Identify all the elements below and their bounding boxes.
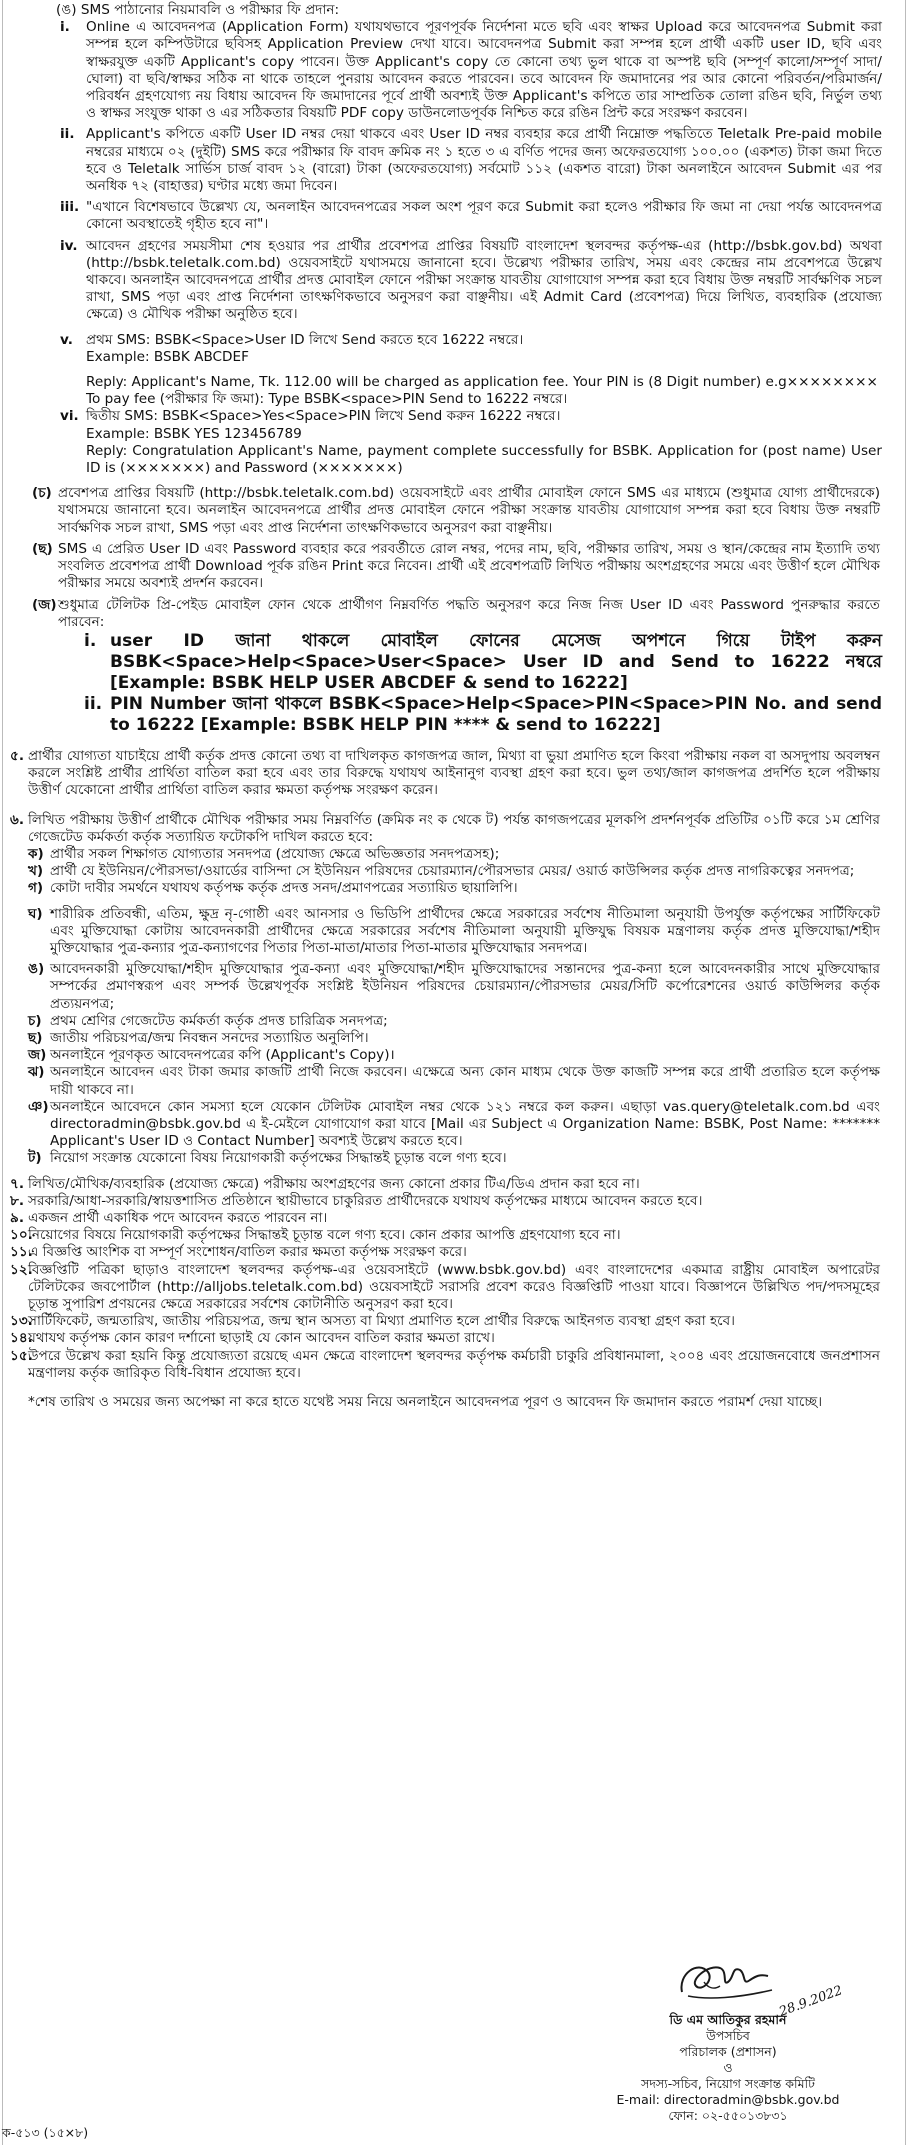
item-9-number: ৯. xyxy=(10,1209,24,1226)
recover-user-id xyxy=(0,631,908,694)
document-list-item-number: ঘ) xyxy=(28,905,43,922)
sms-item-ii-text: Applicant's কপিতে একটি User ID নম্বর দেয়া থাকবে এবং User ID নম্বর ব্যবহার করে প্রার্থী নিম্নোক্ত পদ্ধতিতে Teletalk Pre-paid mobile নম্বরের মাধ্যমে ০২ (দুইটি) SMS করে পরীক্ষার ফি বাবদ ক্রমিক নং ১ হতে ৩ এ বর্ণিত পদের জন্য অফেরতযোগ্য ১০০.০০ (একশত) টাকা জমা দিতে হবে ও Teletalk সার্ভিস চার্জ বাবদ ১২ (বারো) টাকা (অফেরতযোগ্য) সর্বমোট ১১২ (একশত বারো) টাকা অনলাইনে আবেদন Submit এর পর অনধিক ৭২ (বাহাত্তর) ঘণ্টার মধ্যে জমা দিবেন। xyxy=(86,126,882,195)
document-list-item xyxy=(28,906,880,958)
item-7 xyxy=(0,1176,908,1193)
document-list-item xyxy=(28,880,880,897)
document-list-item-text: অনলাইনে আবেদন এবং টাকা জমার কাজটি প্রার্থী নিজে করবেন। এক্ষেত্রে অন্য কোন মাধ্যম থেকে উক্ত কাজটি সম্পন্ন করে প্রার্থী প্রতারিত হলে কর্তৃপক্ষ দায়ী থাকবে না। xyxy=(50,1064,880,1098)
recover-pin-text: PIN Number জানা থাকলে BSBK<Space>Help<Space>PIN<Space>PIN No. and send to 16222 [Example: BSBK HELP PIN **** & send to 16222] xyxy=(110,693,882,735)
signatory-name: ডি এম আতিকুর রহমান xyxy=(669,2012,787,2027)
document-list-item-number: জ) xyxy=(28,1047,47,1064)
sms-item-ii xyxy=(0,126,908,195)
item-6-text: লিখিত পরীক্ষায় উত্তীর্ণ প্রার্থীকে মৌখিক পরীক্ষার সময় নিম্নবর্ণিত (ক্রমিক নং ক থেকে ট) পর্যন্ত কাগজপত্রের মূলকপি প্রদর্শনপূর্বক প্রতিটির ০১টি করে ১ম শ্রেণির গেজেটেড কর্মকর্তা কর্তৃক সত্যায়িত ফটোকপি দাখিল করতে হবে: xyxy=(28,811,880,845)
handwritten-signature xyxy=(668,1952,788,2010)
sms-item-iii-text: "এখানে বিশেষভাবে উল্লেখ্য যে, অনলাইন আবেদনপত্রের সকল অংশ পূরণ করে Submit করা হলেও পরীক্ষার ফি জমা না দেয়া পর্যন্ত আবেদনপত্র কোনো অবস্থাতেই গৃহীত হবে না"। xyxy=(86,199,882,233)
item-5 xyxy=(0,748,908,800)
document-list-item-text: জাতীয় পরিচয়পত্র/জন্ম নিবন্ধন সনদের সত্যায়িত অনুলিপি। xyxy=(50,1029,369,1046)
document-list-item xyxy=(28,846,880,863)
signatory-committee: সদস্য-সচিব, নিয়োগ সংক্রান্ত কমিটি xyxy=(641,2076,815,2091)
admit-card-download-text: SMS এ প্রেরিত User ID এবং Password ব্যবহার করে পরবর্তীতে রোল নম্বর, পদের নাম, ছবি, পরীক্ষার তারিখ, সময় ও স্থান/কেন্দ্রের নাম ইত্যাদি তথ্য সংবলিত প্রবেশপত্র প্রার্থী Download পূর্বক রঙিন Print করে নিবেন। প্রার্থী এই প্রবেশপত্রটি লিখিত পরীক্ষায় অংশগ্রহণের সময়ে এবং উত্তীর্ণ হলে মৌখিক পরীক্ষার সময়ে অবশ্যই প্রদর্শন করবেন। xyxy=(58,540,880,592)
item-12-number: ১২. xyxy=(10,1261,33,1278)
sms-pay-fee-instruction: To pay fee (পরীক্ষার ফি জমা): Type BSBK<space>PIN Send to 16222 নম্বরে। xyxy=(86,391,568,408)
sms-item-iii xyxy=(0,199,908,233)
sms-section xyxy=(0,0,908,19)
signatory-conjunction: ও xyxy=(723,2060,733,2075)
sms-item-iii-number: iii. xyxy=(60,199,80,216)
item-8 xyxy=(0,1193,908,1210)
item-10-number: ১০. xyxy=(10,1227,33,1244)
document-list-item xyxy=(28,961,880,1013)
item-12 xyxy=(0,1262,908,1314)
item-15-number: ১৫. xyxy=(10,1347,33,1364)
document-list-item-text: প্রথম শ্রেণির গেজেটেড কর্মকর্তা কর্তৃক প্রদত্ত চারিত্রিক সনদপত্র; xyxy=(50,1012,388,1029)
item-5-number: ৫. xyxy=(10,747,24,764)
sms-second-example: Example: BSBK YES 123456789 xyxy=(86,425,302,442)
signatory-email: E-mail: directoradmin@bsbk.gov.bd xyxy=(616,2092,840,2107)
document-list-item-text: আবেদনকারী মুক্তিযোদ্ধা/শহীদ মুক্তিযোদ্ধার পুত্র-কন্যা এবং মুক্তিযোদ্ধা/শহীদ মুক্তিযোদ্ধাদের সন্তানদের পুত্র-কন্যা হলে আবেদনকারীর সাথে মুক্তিযোদ্ধার সম্পর্কের প্রমাণস্বরূপ এবং সম্পর্ক উল্লেখপূর্বক সংশ্লিষ্ট ইউনিয়ন পরিষদের চেয়ারম্যান/পৌরসভার মেয়র/সিটি কর্পোরেশনের ওয়ার্ড কাউন্সিলর কর্তৃক প্রত্যয়নপত্র; xyxy=(50,961,880,1012)
item-11 xyxy=(0,1244,908,1261)
document-list-item xyxy=(28,1099,880,1151)
document-list-item xyxy=(28,1013,880,1030)
document-list-item-number: ঝ) xyxy=(28,1064,45,1081)
item-13-text: সার্টিফিকেট, জন্মতারিখ, জাতীয় পরিচয়পত্র, জন্ম স্থান অসত্য বা মিথ্যা প্রমাণিত হলে প্রার্থীর বিরুদ্ধে আইনগত ব্যবস্থা গ্রহণ করা হবে। xyxy=(28,1313,736,1330)
sms-item-i-number: i. xyxy=(60,19,70,36)
item-15-text: উপরে উল্লেখ করা হয়নি কিন্তু প্রযোজ্যতা রয়েছে এমন ক্ষেত্রে বাংলাদেশ স্থলবন্দর কর্তৃপক্ষ কর্মচারী চাকুরি প্রবিধানমালা, ২০০৪ এবং প্রয়োজনবোধে জনপ্রশাসন মন্ত্রণালয় কর্তৃক জারিকৃত বিধি-বিধান প্রযোজ্য হবে। xyxy=(28,1347,880,1381)
document-list-item-number: ট) xyxy=(28,1150,42,1167)
sms-item-v-number: v. xyxy=(60,331,73,348)
item-8-text: সরকারি/আধা-সরকারি/স্বায়ত্তশাসিত প্রতিষ্ঠানে স্থায়ীভাবে চাকুরিরত প্রার্থীদেরকে যথাযথ কর্তৃপক্ষের মাধ্যমে আবেদন করতে হবে। xyxy=(28,1192,703,1209)
document-list-item-number: ঙ) xyxy=(28,961,45,978)
item-7-number: ৭. xyxy=(10,1175,25,1192)
signatory-phone: ফোন: ০২-৫৫০১৩৮৩১ xyxy=(668,2108,788,2123)
sms-item-iv xyxy=(0,238,908,324)
deadline-advice-note: *শেষ তারিখ ও সময়ের জন্য অপেক্ষা না করে হাতে যথেষ্ট সময় নিয়ে অনলাইনে আবেদনপত্র পূরণ ও আবেদন ফি জমাদান করতে পরামর্শ দেয়া যাচ্ছে। xyxy=(28,1394,823,1411)
password-recovery-text: শুধুমাত্র টেলিটক প্রি-পেইড মোবাইল ফোন থেকে প্রার্থীগণ নিম্নবর্ণিত পদ্ধতি অনুসরণ করে নিজ নিজ User ID এবং Password পুনরুদ্ধার করতে পারবেন: xyxy=(58,596,880,630)
item-14-text: যথাযথ কর্তৃপক্ষ কোন কারণ দর্শানো ছাড়াই যে কোন আবেদন বাতিল করার ক্ষমতা রাখে। xyxy=(28,1330,495,1347)
signature-date: 28.9.2022 xyxy=(777,1983,845,2020)
item-6 xyxy=(0,812,908,846)
document-list-item-text: কোটা দাবীর সমর্থনে যথাযথ কর্তৃপক্ষ কর্তৃক প্রদত্ত সনদ/প্রমাণপত্রের সত্যায়িত ছায়ালিপি। xyxy=(50,880,518,897)
item-9 xyxy=(0,1210,908,1227)
admit-card-download xyxy=(0,541,908,593)
document-list-item-number: চ) xyxy=(28,1012,42,1029)
sms-section-heading: (ঙ) SMS পাঠানোর নিয়মাবলি ও পরীক্ষার ফি প্রদান: xyxy=(56,2,340,18)
item-8-number: ৮. xyxy=(10,1192,24,1209)
signatory-role: পরিচালক (প্রশাসন) xyxy=(679,2044,777,2059)
document-list-item-text: শারীরিক প্রতিবন্ধী, এতিম, ক্ষুদ্র নৃ-গোষ্ঠী এবং আনসার ও ভিডিপি প্রার্থীদের ক্ষেত্রে সরকারের সর্বশেষ নীতিমালা অনুযায়ী উপর্যুক্ত কর্তৃপক্ষের সার্টিফিকেট এবং মুক্তিযোদ্ধা কোটায় আবেদনকারী প্রার্থীদের ক্ষেত্রে সরকারের সর্বশেষ নীতিমালা অনুযায়ী মুক্তিযুদ্ধ বিষয়ক মন্ত্রণালয় কর্তৃক প্রদত্ত মুক্তিযোদ্ধা/শহীদ মুক্তিযোদ্ধার পুত্র-কন্যার পুত্র-কন্যাগণের পিতার পিতা-মাতা/মাতার পিতা-মাতার মুক্তিযোদ্ধার সনদপত্র। xyxy=(50,905,880,956)
item-10 xyxy=(0,1227,908,1244)
recover-user-id-text: user ID জানা থাকলে মোবাইল ফোনের মেসেজ অপশনে গিয়ে টাইপ করুন BSBK<Space>Help<Space>User<Space> User ID and Send to 16222 নম্বরে [Example: BSBK HELP USER ABCDEF & send to 16222] xyxy=(110,630,882,693)
item-11-text: এ বিজ্ঞপ্তি আংশিক বা সম্পূর্ণ সংশোধন/বাতিল করার ক্ষমতা কর্তৃপক্ষ সংরক্ষণ করে। xyxy=(28,1244,467,1261)
document-list-item-number: ঞ) xyxy=(28,1098,49,1115)
item-14 xyxy=(0,1330,908,1347)
item-13-number: ১৩. xyxy=(10,1313,33,1330)
sms-item-ii-number: ii. xyxy=(60,126,75,143)
sms-item-v xyxy=(0,332,908,409)
sms-item-iv-text: আবেদন গ্রহণের সময়সীমা শেষ হওয়ার পর প্রার্থীর প্রবেশপত্র প্রাপ্তির বিষয়টি বাংলাদেশ স্থলবন্দর কর্তৃপক্ষ-এর (http://bsbk.gov.bd) অথবা (http://bsbk.teletalk.com.bd) ওয়েবসাইটে যথাসময়ে জানানো হবে। উল্লেখ্য পরীক্ষার তারিখ, সময় এবং কেন্দ্রের নাম প্রবেশপত্রে উল্লেখ থাকবে। অনলাইন আবেদনপত্রে প্রার্থীর প্রদত্ত মোবাইল ফোনে পরীক্ষা সংক্রান্ত যাবতীয় যোগাযোগ সম্পন্ন করা হবে বিধায় উক্ত নম্বরটি সার্বক্ষণিক সচল রাখা, SMS পড়া এবং প্রাপ্ত নির্দেশনা তাৎক্ষণিকভাবে অনুসরণ করা বাঞ্ছনীয়। এই Admit Card (প্রবেশপত্র) দিয়ে লিখিত, ব্যবহারিক (প্রযোজ্য ক্ষেত্রে) ও মৌখিক পরীক্ষা অনুষ্ঠিত হবে। xyxy=(86,237,882,323)
document-list-item-number: গ) xyxy=(28,880,44,897)
sms-item-i-text: Online এ আবেদনপত্র (Application Form) যথাযথভাবে পূরণপূর্বক নির্দেশনা মতে ছবি এবং স্বাক্ষর Upload করে আবেদনপত্র Submit করা সম্পন্ন হলে কম্পিউটারে ছবিসহ Application Preview দেখা যাবে। আবেদনপত্র Submit করা সম্পন্ন হলে প্রার্থী একটি user ID, ছবি এবং স্বাক্ষরযুক্ত একটি Applicant's copy পাবেন। উক্ত Applicant's copy তে কোনো তথ্য ভুল থাকে বা অস্পষ্ট ছবি (সম্পূর্ণ কালো/সম্পূর্ণ সাদা/ঘোলা) বা ছবি/স্বাক্ষর সঠিক না থাকে তাহলে পুনরায় আবেদন করতে পারবেন। তবে আবেদন ফি জমাদানের পর আর কোনো পরিবর্তন/পরিমার্জন/পরিবর্ধন গ্রহণযোগ্য নয় বিধায় আবেদন ফি জমাদানের পূর্বে প্রার্থী অবশ্যই উক্ত Applicant's কপিতে তার সাম্প্রতিক তোলা রঙিন ছবি, নির্ভুল তথ্য ও স্বাক্ষর সংযুক্ত থাকা ও এর সঠিকতার বিষয়টি PDF copy ডাউনলোডপূর্বক নিশ্চিত করে রঙিন প্রিন্ট করে সংরক্ষণ করবেন। xyxy=(86,19,882,122)
document-list-item xyxy=(28,1064,880,1098)
document-list-item xyxy=(28,863,880,880)
print-code: ক-৫১৩ (১৫×৮) xyxy=(2,2125,89,2140)
sms-second-instruction: দ্বিতীয় SMS: BSBK<Space>Yes<Space>PIN লিখে Send করুন 16222 নম্বরে। xyxy=(86,408,561,425)
document-list-item-number: ক) xyxy=(28,845,44,862)
admit-card-notice-text: প্রবেশপত্র প্রাপ্তির বিষয়টি (http://bsbk.teletalk.com.bd) ওয়েবসাইটে এবং প্রার্থীর মোবাইল ফোনে SMS এর মাধ্যমে (শুধুমাত্র যোগ্য প্রার্থীদেরকে) যথাসময়ে জানানো হবে। অনলাইন আবেদনপত্রে প্রার্থীর প্রদত্ত মোবাইল ফোনে পরীক্ষা সংক্রান্ত যাবতীয় যোগাযোগ সম্পন্ন করা হবে বিধায় উক্ত নম্বরটি সার্বক্ষণিক সচল রাখা, SMS পড়া এবং প্রাপ্ত নির্দেশনা তাৎক্ষণিকভাবে অনুসরণ করা বাঞ্ছনীয়। xyxy=(58,485,880,536)
document-list-item xyxy=(28,1047,880,1064)
password-recovery xyxy=(0,597,908,631)
document-list-item-text: প্রার্থী যে ইউনিয়ন/পৌরসভা/ওয়ার্ডের বাসিন্দা সে ইউনিয়ন পরিষদের চেয়ারম্যান/পৌরসভার মেয়র/ ওয়ার্ড কাউন্সিলর কর্তৃক প্রদত্ত নাগরিকত্বের সনদপত্র; xyxy=(50,863,855,880)
item-14-number: ১৪. xyxy=(10,1330,33,1347)
signatory-designation: উপসচিব xyxy=(706,2028,750,2043)
admit-card-download-number: (ছ) xyxy=(32,540,53,557)
signature-block xyxy=(588,1952,868,2124)
document-list-item-number: খ) xyxy=(28,863,44,880)
sms-second-reply: Reply: Congratulation Applicant's Name, payment complete successfully for BSBK. Application for (post name) User ID is (×××××××) and Password (×××××××) xyxy=(86,442,882,477)
item-5-text: প্রার্থীর যোগ্যতা যাচাইয়ে প্রার্থী কর্তৃক প্রদত্ত কোনো তথ্য বা দাখিলকৃত কাগজপত্র জাল, মিথ্যা বা ভুয়া প্রমাণিত হলে কিংবা পরীক্ষায় নকল বা অসদুপায় অবলম্বন করলে সংশ্লিষ্ট প্রার্থীর প্রার্থিতা বাতিল করা হবে এবং তার বিরুদ্ধে যথাযথ আইনানুগ ব্যবস্থা গ্রহণ করা হবে। ভুল তথ্য/জাল কাগজপত্র প্রদর্শিত হলে পরীক্ষায় উত্তীর্ণ যেকোনো প্রার্থীর প্রার্থিতা বাতিল করার ক্ষমতা কর্তৃপক্ষ সংরক্ষণ করেন। xyxy=(28,747,880,799)
admit-card-notice-number: (চ) xyxy=(32,485,52,502)
sms-item-iv-number: iv. xyxy=(60,237,78,254)
document-list-item-text: নিয়োগ সংক্রান্ত যেকোনো বিষয় নিয়োগকারী কর্তৃপক্ষের সিদ্ধান্তই চূড়ান্ত বলে গণ্য হবে। xyxy=(50,1150,507,1167)
document-list-item xyxy=(28,1150,880,1167)
recover-pin-number: ii. xyxy=(84,693,103,714)
document-list-item-text: অনলাইনে আবেদনে কোন সমস্যা হলে যেকোন টেলিটক মোবাইল নম্বর থেকে ১২১ নম্বরে কল করুন। এছাড়া vas.query@teletalk.com.bd এবং directoradmin@bsbk.gov.bd এ ই-মেইলে যোগাযোগ করা যাবে [Mail এর Subject এ Organization Name: BSBK, Post Name: ******* Applicant's User ID ও Contact Number] অবশ্যই উল্লেখ করতে হবে। xyxy=(50,1098,880,1150)
sms-first-instruction: প্রথম SMS: BSBK<Space>User ID লিখে Send করতে হবে 16222 নম্বরে। xyxy=(86,331,524,348)
sms-first-reply: Reply: Applicant's Name, Tk. 112.00 will be charged as application fee. Your PIN is (8 Digit number) e.g×××××××× xyxy=(86,374,878,391)
document-list xyxy=(0,846,908,1168)
item-7-text: লিখিত/মৌখিক/ব্যবহারিক (প্রযোজ্য ক্ষেত্রে) পরীক্ষায় অংশগ্রহণের জন্য কোনো প্রকার টিএ/ডিএ প্রদান করা হবে না। xyxy=(28,1175,640,1192)
document-list-item-number: ছ) xyxy=(28,1029,43,1046)
recover-user-id-number: i. xyxy=(84,630,97,651)
password-recovery-number: (জ) xyxy=(32,596,57,613)
document-list-item-text: অনলাইনে পূরণকৃত আবেদনপত্রের কপি (Applicant's Copy)। xyxy=(50,1047,395,1064)
item-9-text: একজন প্রার্থী একাধিক পদে আবেদন করতে পারবেন না। xyxy=(28,1209,328,1226)
recover-pin xyxy=(0,694,908,736)
document-list-item xyxy=(28,1030,880,1047)
item-10-text: নিয়োগের বিষয়ে নিয়োগকারী কর্তৃপক্ষের সিদ্ধান্তই চূড়ান্ত বলে গণ্য হবে। কোন প্রকার আপত্তি গ্রহণযোগ্য হবে না। xyxy=(28,1227,621,1244)
document-list-item-text: প্রার্থীর সকল শিক্ষাগত যোগ্যতার সনদপত্র (প্রযোজ্য ক্ষেত্রে অভিজ্ঞতার সনদপত্রসহ); xyxy=(50,845,500,862)
item-6-number: ৬. xyxy=(10,811,25,828)
sms-item-vi-number: vi. xyxy=(60,408,79,425)
sms-item-vi xyxy=(0,408,908,477)
item-11-number: ১১. xyxy=(10,1244,33,1261)
item-12-text: বিজ্ঞপ্তিটি পত্রিকা ছাড়াও বাংলাদেশ স্থলবন্দর কর্তৃপক্ষ-এর ওয়েবসাইটে (www.bsbk.gov.bd) এবং বাংলাদেশের একমাত্র রাষ্ট্রীয় মোবাইল অপারেটর টেলিটকের জবপোর্টাল (http://alljobs.teletalk.com.bd) ওয়েবসাইটে সরাসরি প্রবেশ করেও বিজ্ঞপ্তিটি পাওয়া যাবে। বিজ্ঞাপনে উল্লিখিত পদ/পদসমূহের চূড়ান্ত সুপারিশ প্রণয়নের ক্ষেত্রে সরকারের সর্বশেষ কোটানীতি অনুসরণ করা হবে। xyxy=(28,1261,880,1312)
admit-card-notice xyxy=(0,485,908,537)
item-15 xyxy=(0,1348,908,1382)
item-13 xyxy=(0,1313,908,1330)
sms-item-i xyxy=(0,19,908,122)
sms-first-example: Example: BSBK ABCDEF xyxy=(86,348,249,365)
